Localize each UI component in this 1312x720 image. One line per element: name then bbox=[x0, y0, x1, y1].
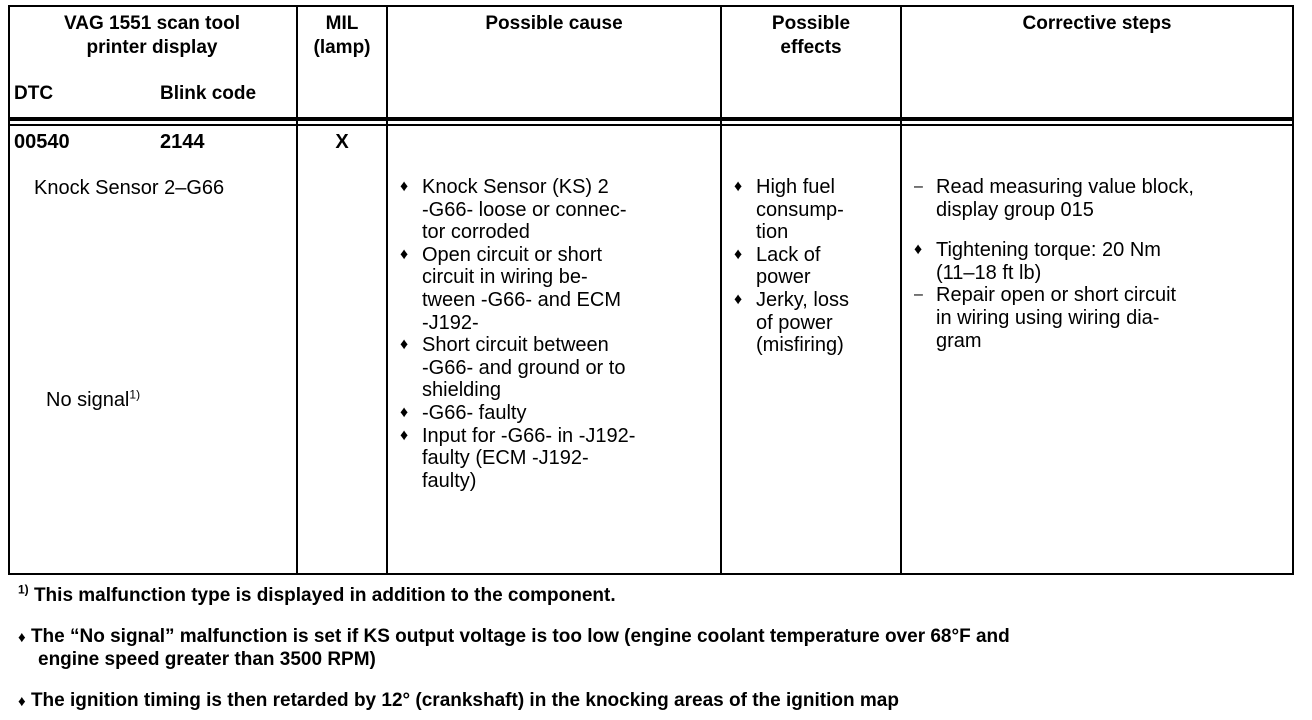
note-bullet-1-line2: engine speed greater than 3500 RPM) bbox=[38, 649, 376, 670]
blink-code: 2144 bbox=[160, 131, 205, 153]
malfunction-footnote-ref: 1) bbox=[129, 387, 141, 402]
header-dtc: DTC bbox=[14, 83, 54, 104]
effect-item bbox=[734, 289, 849, 357]
effect-item bbox=[734, 176, 849, 244]
step-line: gram bbox=[936, 329, 982, 352]
step-item bbox=[914, 284, 1194, 352]
corrective-steps-list bbox=[914, 176, 1194, 352]
cause-line: faulty) bbox=[422, 469, 477, 492]
effect-marker: ♦ bbox=[734, 245, 743, 263]
note-bullet-1-marker: ♦ bbox=[18, 629, 26, 646]
note-bullet-2-marker: ♦ bbox=[18, 693, 26, 710]
cause-line: tor corroded bbox=[422, 221, 530, 244]
step-marker: ♦ bbox=[914, 241, 923, 259]
effect-line: consump- bbox=[756, 198, 844, 221]
header-mil-line1: MIL bbox=[325, 13, 359, 34]
step-item bbox=[914, 176, 1194, 221]
cause-item bbox=[400, 334, 635, 402]
column-divider-steps bbox=[900, 5, 902, 575]
step-item bbox=[914, 239, 1194, 284]
header-possible-effects-line2: effects bbox=[780, 37, 842, 58]
effect-line: High fuel bbox=[756, 176, 835, 198]
header-separator-thin bbox=[8, 124, 1294, 126]
header-scan-tool-line2: printer display bbox=[86, 37, 218, 58]
cause-line: shielding bbox=[422, 379, 501, 402]
effect-line: Lack of bbox=[756, 243, 821, 266]
effect-line: Jerky, loss bbox=[756, 288, 849, 311]
dtc-code: 00540 bbox=[14, 131, 70, 153]
effect-line: tion bbox=[756, 221, 789, 244]
header-scan-tool-line1: VAG 1551 scan tool bbox=[64, 13, 240, 34]
cause-marker: ♦ bbox=[400, 245, 409, 263]
step-marker: – bbox=[914, 178, 923, 195]
note-bullet-2 bbox=[18, 690, 899, 713]
effect-item bbox=[734, 244, 849, 289]
cause-item bbox=[400, 402, 635, 425]
header-blink-code: Blink code bbox=[160, 83, 257, 104]
malfunction-type bbox=[46, 388, 140, 412]
cause-marker: ♦ bbox=[400, 403, 409, 421]
header-separator-thick bbox=[8, 117, 1294, 121]
header-corrective-steps: Corrective steps bbox=[1022, 13, 1172, 34]
cause-item bbox=[400, 176, 635, 244]
cause-line: Open circuit or short bbox=[422, 243, 603, 266]
header-possible-cause: Possible cause bbox=[485, 13, 623, 34]
step-line: in wiring using wiring dia- bbox=[936, 306, 1160, 329]
footnote bbox=[18, 582, 616, 607]
effect-line: (misfiring) bbox=[756, 334, 844, 357]
step-line: Read measuring value block, bbox=[936, 176, 1194, 198]
effect-marker: ♦ bbox=[734, 178, 743, 195]
possible-causes-list bbox=[400, 176, 635, 492]
step-line: Tightening torque: 20 Nm bbox=[936, 239, 1161, 262]
note-bullet-2-text: The ignition timing is then retarded by 12° (crankshaft) in the knocking areas of the ignition map bbox=[30, 690, 899, 711]
cause-line: -G66- faulty bbox=[422, 401, 527, 424]
header-mil-line2: (lamp) bbox=[313, 37, 371, 58]
cause-line: faulty (ECM -J192- bbox=[422, 447, 589, 470]
column-divider-cause bbox=[386, 5, 388, 575]
cause-item bbox=[400, 425, 635, 493]
step-line: (11–18 ft lb) bbox=[936, 261, 1042, 284]
cause-line: -G66- and ground or to bbox=[422, 356, 626, 379]
footnote-text: This malfunction type is displayed in addition to the component. bbox=[33, 585, 616, 606]
possible-effects-list bbox=[734, 176, 849, 357]
effect-line: of power bbox=[756, 311, 833, 334]
cause-line: Knock Sensor (KS) 2 bbox=[422, 176, 609, 198]
step-line: Repair open or short circuit bbox=[936, 284, 1177, 307]
footnote-mark: 1) bbox=[18, 582, 29, 597]
malfunction-text: No signal bbox=[46, 389, 130, 411]
cause-marker: ♦ bbox=[400, 426, 409, 444]
effect-line: power bbox=[756, 266, 811, 289]
cause-marker: ♦ bbox=[400, 336, 409, 354]
cause-line: tween -G66- and ECM bbox=[422, 288, 621, 311]
step-marker: – bbox=[914, 286, 923, 304]
header-possible-effects-line1: Possible bbox=[771, 13, 851, 34]
note-bullet-1 bbox=[18, 626, 1010, 649]
cause-line: circuit in wiring be- bbox=[422, 266, 588, 289]
cause-marker: ♦ bbox=[400, 178, 409, 195]
cause-item bbox=[400, 244, 635, 334]
step-line: display group 015 bbox=[936, 198, 1094, 221]
cause-line: -G66- loose or connec- bbox=[422, 198, 627, 221]
component-name: Knock Sensor 2–G66 bbox=[34, 177, 225, 199]
column-divider-effects bbox=[720, 5, 722, 575]
mil-indicator: X bbox=[335, 131, 349, 153]
cause-line: Input for -G66- in -J192- bbox=[422, 424, 636, 447]
note-bullet-1-line1: The “No signal” malfunction is set if KS output voltage is too low (engine coolant temperature over 68°F and bbox=[30, 626, 1010, 647]
cause-line: Short circuit between bbox=[422, 334, 609, 357]
column-divider-mil bbox=[296, 5, 298, 575]
effect-marker: ♦ bbox=[734, 290, 743, 308]
cause-line: -J192- bbox=[422, 311, 479, 334]
